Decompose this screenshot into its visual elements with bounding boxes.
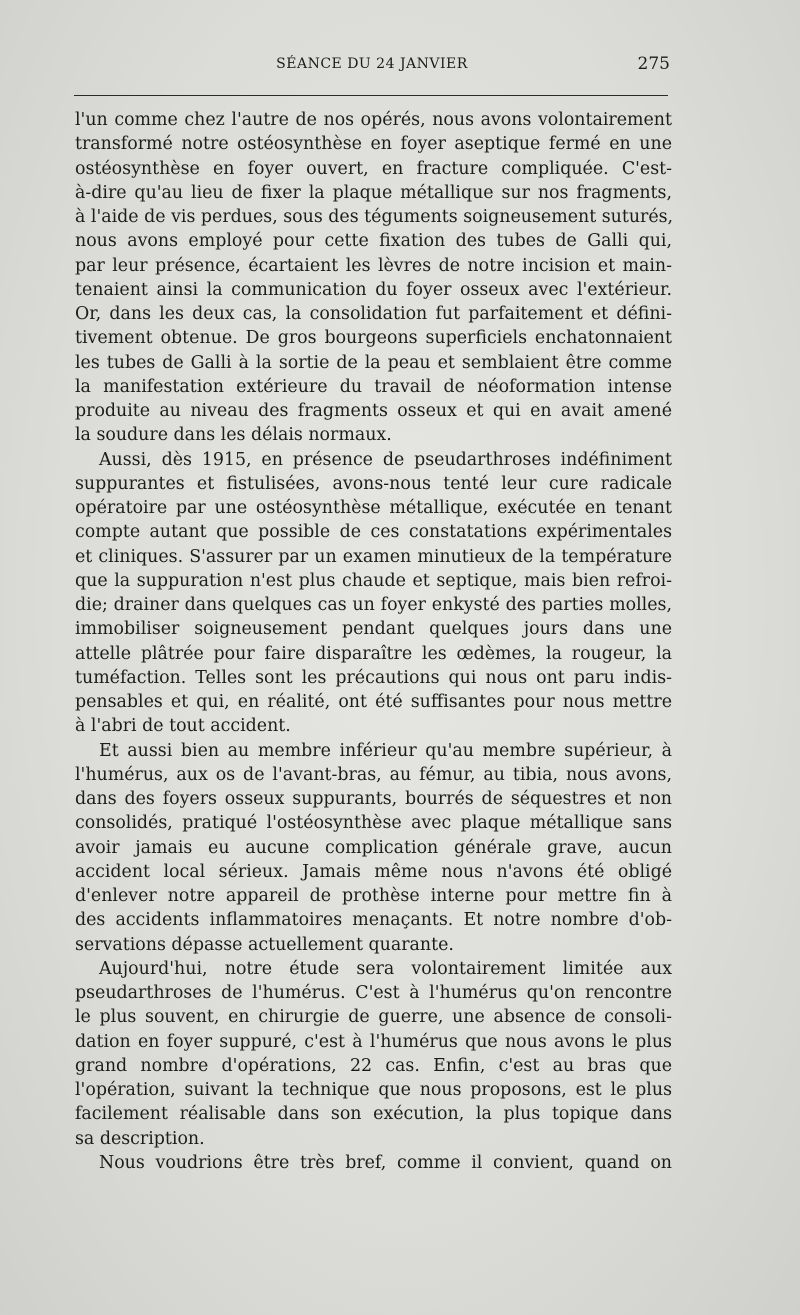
text-line: que la suppuration n'est plus chaude et septique, mais bien refroi- [75, 570, 672, 591]
text-line: Or, dans les deux cas, la consolidation fut parfaitement et défini- [75, 304, 672, 324]
text-line: immobiliser soigneusement pendant quelques jours dans une [75, 619, 672, 640]
text-line: die; drainer dans quelques cas un foyer enkysté des parties molles, [75, 595, 672, 615]
text-line: à l'abri de tout accident. [75, 716, 291, 737]
text-line: avoir jamais eu aucune complication générale grave, aucun [75, 837, 672, 858]
text-line: Aussi, dès 1915, en présence de pseudarthroses indéfiniment [99, 449, 672, 470]
text-line: compte autant que possible de ces constatations expérimentales [75, 522, 672, 543]
text-line: à l'aide de vis perdues, sous des téguments soigneusement suturés, [75, 207, 674, 227]
page-header [74, 52, 670, 82]
text-line: sa description. [75, 1128, 205, 1149]
text-line: les tubes de Galli à la sortie de la peau et semblaient être comme [75, 352, 672, 373]
text-line: pseudarthroses de l'humérus. C'est à l'humérus qu'on rencontre [75, 983, 672, 1003]
text-line: tuméfaction. Telles sont les précautions qui nous ont paru indis- [75, 667, 672, 688]
text-line: tenaient ainsi la communication du foyer osseux avec l'extérieur. [75, 279, 672, 300]
running-head: SÉANCE DU 24 JANVIER [276, 56, 468, 72]
text-line: d'enlever notre appareil de prothèse interne pour mettre fin à [75, 886, 672, 906]
paragraph [75, 1151, 672, 1175]
text-line: facilement réalisable dans son exécution, la plus topique dans [75, 1104, 672, 1125]
text-line: attelle plâtrée pour faire disparaître les œdèmes, la rougeur, la [75, 643, 672, 664]
text-line: suppurantes et fistulisées, avons-nous tenté leur cure radicale [75, 473, 672, 494]
text-line: pensables et qui, en réalité, ont été suffisantes pour nous mettre [75, 692, 672, 712]
text-line: des accidents inflammatoires menaçants. Et notre nombre d'ob- [75, 910, 672, 931]
text-line: par leur présence, écartaient les lèvres de notre incision et main- [75, 255, 672, 276]
text-line: à-dire qu'au lieu de fixer la plaque métallique sur nos fragments, [75, 182, 672, 203]
text-line: servations dépasse actuellement quarante. [75, 934, 454, 955]
page-number: 275 [637, 54, 670, 74]
paragraph [75, 739, 672, 957]
body-text [75, 108, 672, 1175]
text-line: le plus souvent, en chirurgie de guerre, une absence de consoli- [75, 1007, 672, 1028]
paragraph [75, 448, 672, 739]
text-line: Aujourd'hui, notre étude sera volontairement limitée aux [99, 958, 672, 979]
text-line: l'opération, suivant la technique que nous proposons, est le plus [75, 1080, 672, 1100]
text-line: Et aussi bien au membre inférieur qu'au membre supérieur, à [99, 740, 672, 761]
header-rule [74, 95, 668, 96]
text-line: dans des foyers osseux suppurants, bourrés de séquestres et non [75, 789, 672, 809]
text-line: l'un comme chez l'autre de nos opérés, nous avons volontairement [75, 110, 672, 130]
text-line: transformé notre ostéosynthèse en foyer aseptique fermé en une [75, 134, 672, 155]
text-line: nous avons employé pour cette fixation des tubes de Galli qui, [75, 231, 672, 252]
text-line: consolidés, pratiqué l'ostéosynthèse avec plaque métallique sans [75, 813, 672, 834]
text-line: accident local sérieux. Jamais même nous n'avons été obligé [75, 861, 672, 882]
text-line: Nous voudrions être très bref, comme il convient, quand on [99, 1152, 672, 1173]
text-line: la manifestation extérieure du travail de néoformation intense [75, 376, 672, 397]
text-line: l'humérus, aux os de l'avant-bras, au fémur, au tibia, nous avons, [75, 764, 672, 785]
text-line: dation en foyer suppuré, c'est à l'humérus que nous avons le plus [75, 1031, 672, 1052]
paragraph [75, 957, 672, 1151]
text-line: tivement obtenue. De gros bourgeons superficiels enchatonnaient [75, 328, 672, 349]
text-line: et cliniques. S'assurer par un examen minutieux de la température [75, 546, 672, 567]
text-line: produite au niveau des fragments osseux et qui en avait amené [75, 401, 672, 421]
text-line: grand nombre d'opérations, 22 cas. Enfin, c'est au bras que [75, 1055, 672, 1076]
text-line: la soudure dans les délais normaux. [75, 425, 392, 446]
text-line: opératoire par une ostéosynthèse métallique, exécutée en tenant [75, 498, 672, 518]
paragraph [75, 108, 672, 448]
text-line: ostéosynthèse en foyer ouvert, en fracture compliquée. C'est- [75, 158, 672, 179]
